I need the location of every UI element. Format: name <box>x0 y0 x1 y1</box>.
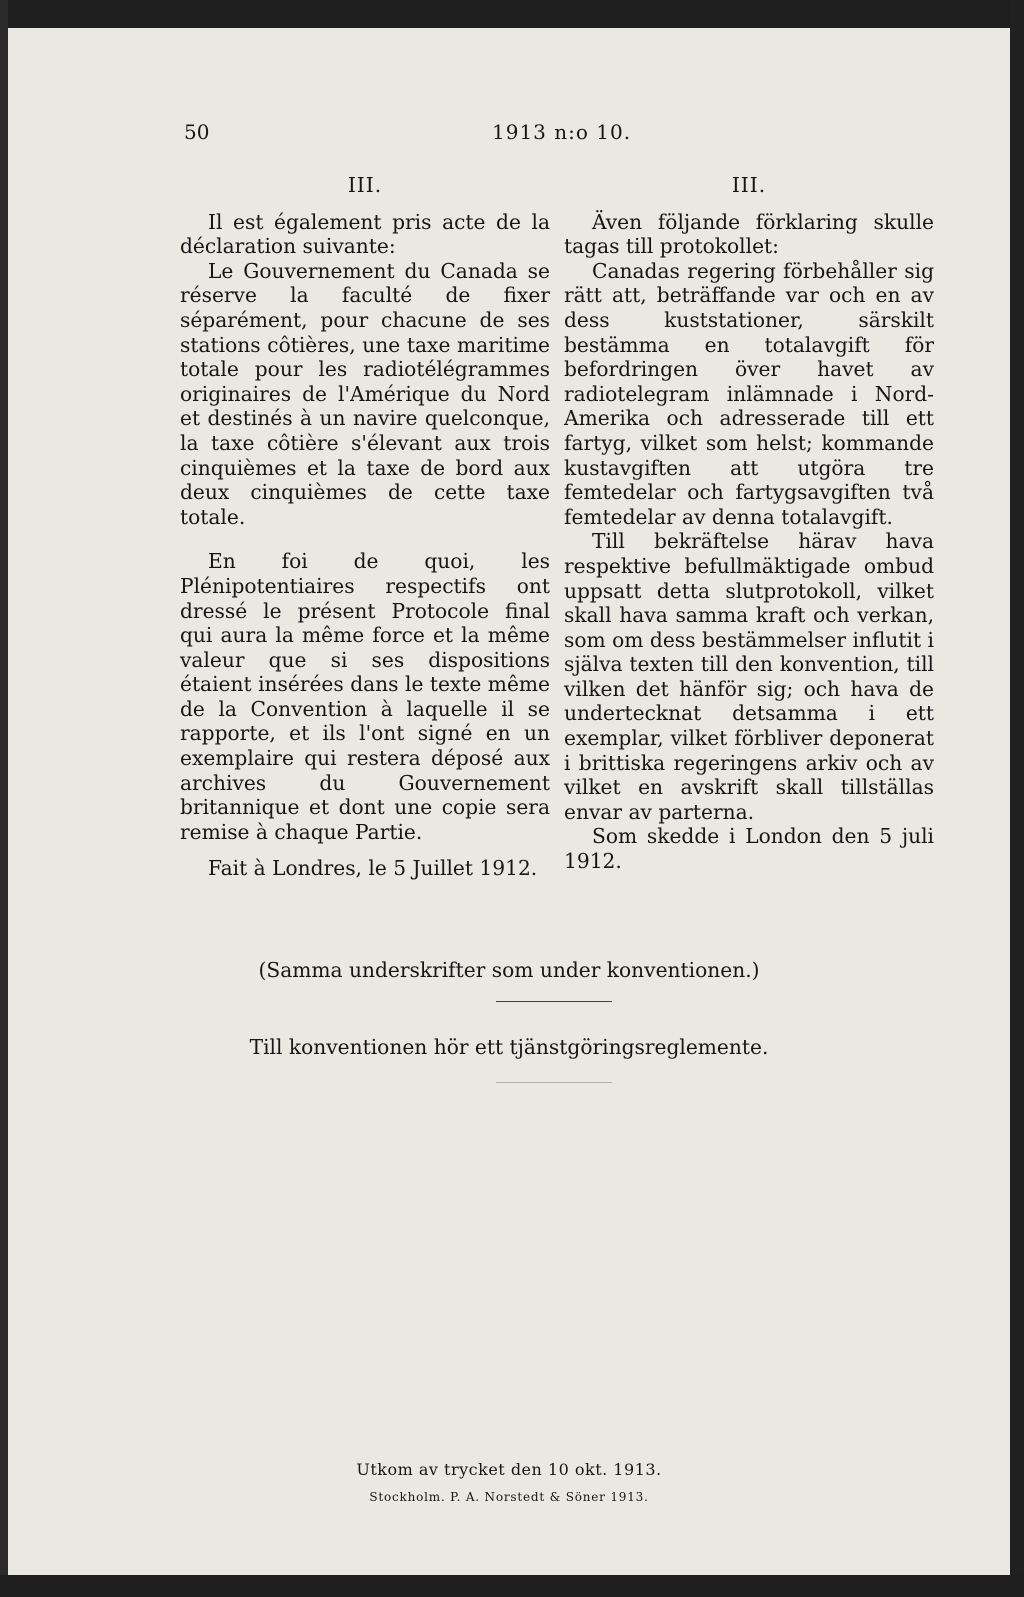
section-heading-french: III. <box>347 173 383 197</box>
printer-imprint: Stockholm. P. A. Norstedt & Söner 1913. <box>369 1490 649 1504</box>
scan-border-right <box>1010 0 1024 1597</box>
paragraph-done-at-london: Fait à Londres, le 5 Juillet 1912. <box>208 856 538 881</box>
paragraph-done-at-london-sv: Som skedde i London den 5 juli 1912. <box>564 824 934 874</box>
section-heading-swedish: III. <box>731 173 767 197</box>
paragraph-canada-reservation-sv: Canadas regering förbehåller sig rätt att, beträffande var och en av dess kuststationer, särskilt bestämma en totalavgift för befordringen över havet av radiotelegram inlämnade i Nord-Amerika och adresserade till ett fartyg, vilket som helst; kommande kustavgiften att utgöra tre femtedelar och fartygsavgiften två femtedelar av denna totalavgift. <box>564 258 934 529</box>
scan-border-bottom <box>0 1575 1024 1597</box>
document-page <box>8 28 1010 1575</box>
paragraph-declaration-intro: Il est également pris acte de la déclaration suivante: <box>180 209 550 259</box>
divider-rule-faint <box>496 1082 612 1083</box>
paragraph-declaration-intro-sv: Även följande förklaring skulle tagas till protokollet: <box>564 209 934 259</box>
signatures-note: (Samma underskrifter som under konventionen.) <box>258 958 760 982</box>
appendix-note: Till konventionen hör ett tjänstgöringsreglemente. <box>249 1035 769 1059</box>
scan-border-top <box>0 0 1024 28</box>
paragraph-plenipotentiaries: En foi de quoi, les Plénipotentiaires respectifs ont dressé le présent Protocole final qui aura la même force et la même valeur que si ses dispositions étaient insérées dans le texte même de la Convention à laquelle il se rapporte, et ils l'ont signé en un exemplaire qui restera déposé aux archives du Gouvernement britannique et dont une copie sera remise à chaque Partie. <box>180 549 550 844</box>
paragraph-plenipotentiaries-sv: Till bekräftelse härav hava respektive befullmäktigade ombud uppsatt detta slutprotokoll, vilket skall hava samma kraft och verkan, som om dess bestämmelser influtit i själva texten till den konvention, till vilken det hänför sig; och hava de undertecknat detsamma i ett exemplar, vilket förbliver deponerat i brittiska regeringens arkiv och av vilket en avskrift skall tillställas envar av parterna. <box>564 529 934 824</box>
swedish-column <box>564 173 934 874</box>
page-number: 50 <box>184 120 210 144</box>
paragraph-canada-reservation: Le Gouvernement du Canada se réserve la faculté de fixer séparément, pour chacune de ses stations côtières, une taxe maritime totale pour les radiotélégrammes originaires de l'Amérique du Nord et destinés à un navire quelconque, la taxe côtière s'élevant aux trois cinquièmes et la taxe de bord aux deux cinquièmes de cette taxe totale. <box>180 258 550 529</box>
page-header <box>8 120 1010 150</box>
colophon: Utkom av trycket den 10 okt. 1913. <box>356 1460 662 1479</box>
running-head: 1913 n:o 10. <box>492 120 632 144</box>
scan-border-left <box>0 0 8 1597</box>
divider-rule <box>496 1001 612 1002</box>
french-column <box>180 173 550 881</box>
